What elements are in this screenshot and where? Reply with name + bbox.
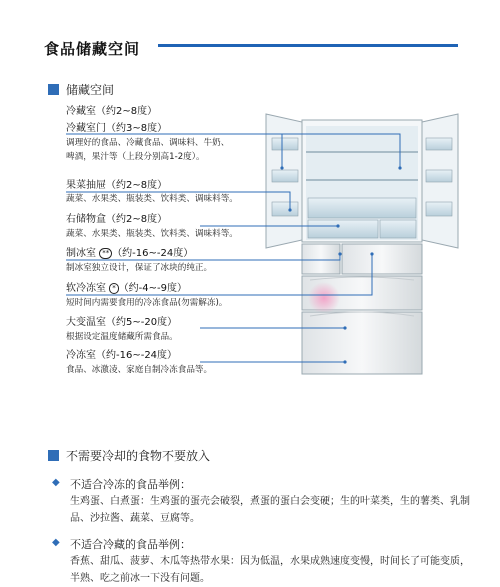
section-title-no-cooling: 不需要冷却的食物不要放入: [66, 449, 211, 463]
compartment-desc-ice: 制冰室独立设计，保证了冰块的纯正。: [66, 263, 213, 273]
compartment-label-fridge-door: 冷藏室门（约3~8度）: [66, 123, 168, 134]
double-star-icon: **: [99, 248, 112, 259]
compartment-label-fridge: 冷藏室（约2~8度）: [66, 106, 158, 117]
compartment-label-soft-freeze: 软冷冻室 * （约-4~-9度）: [66, 283, 188, 294]
compartment-desc-fridge-door-1: 调理好的食品、冷藏食品、调味料、牛奶、: [66, 138, 230, 148]
compartment-desc-soft-freeze: 短时间内需要食用的冷冻食品(勿需解冻)。: [66, 298, 228, 308]
list-item-text: 生鸡蛋、白煮蛋：生鸡蛋的蛋壳会破裂，煮蛋的蛋白会变硬；生的叶菜类，生的薯类、乳制品、沙拉酱、蔬菜、豆腐等。: [70, 496, 470, 524]
diamond-bullet-icon: ◆: [52, 537, 60, 548]
compartment-label-crisper: 果菜抽屉（约2~8度）: [66, 180, 168, 191]
compartment-desc-freezer: 食品、冰激凌、家庭自制冷冻食品等。: [66, 365, 213, 375]
diamond-bullet-icon: ◆: [52, 477, 60, 488]
compartment-label-ice: 制冰室 ** （约-16~-24度）: [66, 248, 194, 259]
list-item-heading: 不适合冷藏的食品举例：: [70, 538, 191, 551]
page-title: 食品储藏空间: [44, 40, 141, 58]
compartment-desc-variable: 根据设定温度储藏所需食品。: [66, 332, 178, 342]
section-marker-icon: [48, 450, 59, 461]
list-item-heading: 不适合冷冻的食品举例：: [70, 478, 191, 491]
compartment-desc-fridge-door-2: 啤酒，果汁等（上段分别高1-2度）。: [66, 152, 205, 162]
list-item-text: 香蕉、甜瓜、菠萝、木瓜等热带水果：因为低温，水果成熟速度变慢，时间长了可能变质，半熟、吃之前冰一下没有问题。: [70, 556, 470, 584]
compartment-label-right-bin: 右储物盒（约2~8度）: [66, 214, 168, 225]
compartment-desc-right-bin: 蔬菜、水果类、瓶装类、饮料类、调味料等。: [66, 229, 238, 239]
compartment-label-freezer: 冷冻室（约-16~-24度）: [66, 350, 178, 361]
star-icon: *: [109, 283, 119, 294]
section-title-storage: 储藏空间: [66, 83, 115, 97]
compartment-desc-crisper: 蔬菜、水果类、瓶装类、饮料类、调味料等。: [66, 194, 238, 204]
compartment-label-variable: 大变温室（约5~-20度）: [66, 317, 178, 328]
